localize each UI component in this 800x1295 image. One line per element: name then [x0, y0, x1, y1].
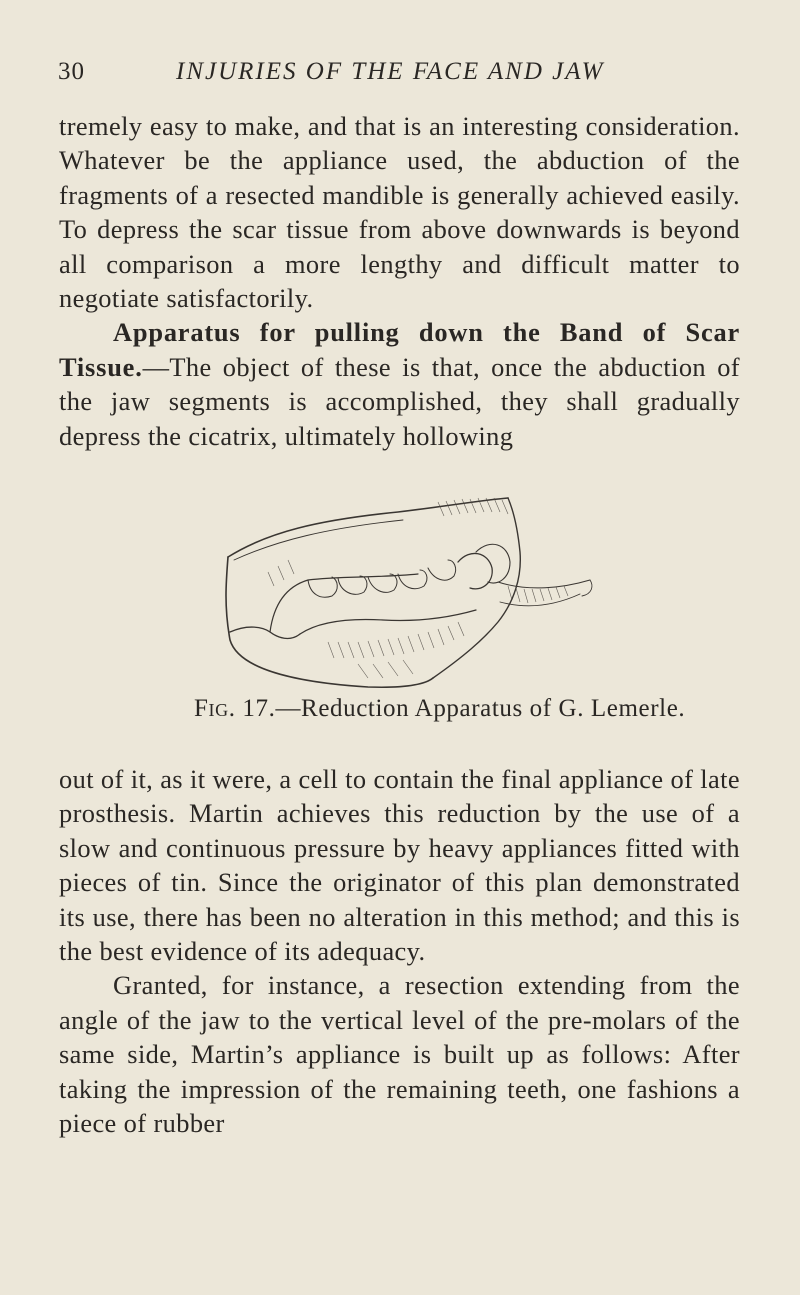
paragraph: out of it, as it were, a cell to contain the final appliance of late prosthesis. Martin achieves this reduction by the use of a slow and continuous pressure by heavy appliances fitted with pieces of tin. Since the originator of this plan demonstrated its use, there has been no alteration in this method; and this is the best evidence of its adequacy. — [59, 764, 740, 967]
paragraph — [59, 315, 740, 453]
paragraph-text: —The object of these is that, once the abduction of the jaw segments is accomplished, they shall gradually depress the cicatrix, ultimately hollowing — [59, 351, 740, 451]
paragraph: Granted, for instance, a resection extending from the angle of the jaw to the vertical level of the pre-molars of the same side, Martin’s appliance is built up as follows: After taking the impression of the remaining teeth, one fashions a piece of rubber — [59, 970, 740, 1139]
page-number: 30 — [58, 58, 85, 85]
figure-illustration — [208, 482, 608, 700]
text-block-top — [59, 109, 740, 453]
paragraph: tremely easy to make, and that is an interesting consideration. Whatever be the appliance used, the abduction of the fragments of a resected mandible is generally achieved easily. To depress the scar tissue from above downwards is beyond all comparison a more lengthy and difficult matter to negotiate satisfactorily. — [59, 111, 740, 314]
figure-caption — [194, 695, 754, 723]
figure-label: Fig. 17. — [194, 695, 276, 722]
figure-caption-text: —Reduction Apparatus of G. Lemerle. — [275, 695, 686, 722]
section-heading: Apparatus for pulling down the Band of Scar Tissue. — [59, 317, 740, 382]
page-header — [58, 58, 738, 94]
running-head: INJURIES OF THE FACE AND JAW — [176, 58, 605, 85]
text-block-bottom — [59, 762, 740, 1140]
reduction-apparatus-drawing — [208, 482, 608, 700]
